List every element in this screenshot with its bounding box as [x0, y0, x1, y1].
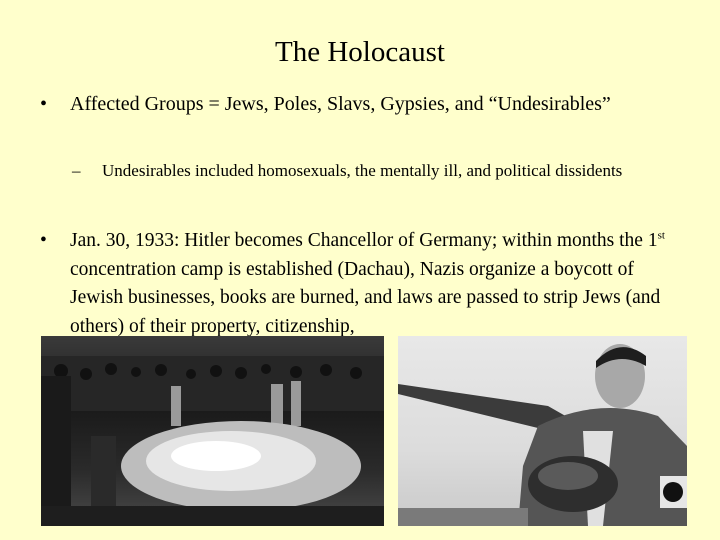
bullet-text: [70, 227, 685, 341]
hitler-salute-photo-illustration: [398, 336, 687, 526]
sub-bullet-undesirables: [72, 158, 672, 183]
bullet-text: Affected Groups = Jews, Poles, Slavs, Gypsies, and “Undesirables”: [70, 93, 611, 115]
bullet-text-end: concentration camp is established (Dachau), Nazis organize a boycott of Jewish businesses, books are burned, and laws are passed to strip Jews (and others) of their property, citizenship,: [70, 258, 661, 337]
bullet-marker: •: [40, 93, 48, 115]
bullet-text-start: Jan. 30, 1933: Hitler becomes Chancellor of Germany; within months the 1: [70, 230, 658, 251]
sub-bullet-marker: –: [72, 161, 81, 180]
book-burning-photo: [41, 336, 384, 526]
book-burning-photo-illustration: [41, 336, 384, 526]
bullet-hitler-chancellor: [40, 227, 685, 341]
bullet-affected-groups: [40, 90, 680, 119]
hitler-salute-photo: [398, 336, 687, 526]
bullet-marker: •: [40, 230, 47, 251]
ordinal-suffix: st: [657, 229, 665, 242]
slide-title: The Holocaust: [275, 36, 445, 68]
sub-bullet-text: Undesirables included homosexuals, the mentally ill, and political dissidents: [102, 161, 623, 180]
